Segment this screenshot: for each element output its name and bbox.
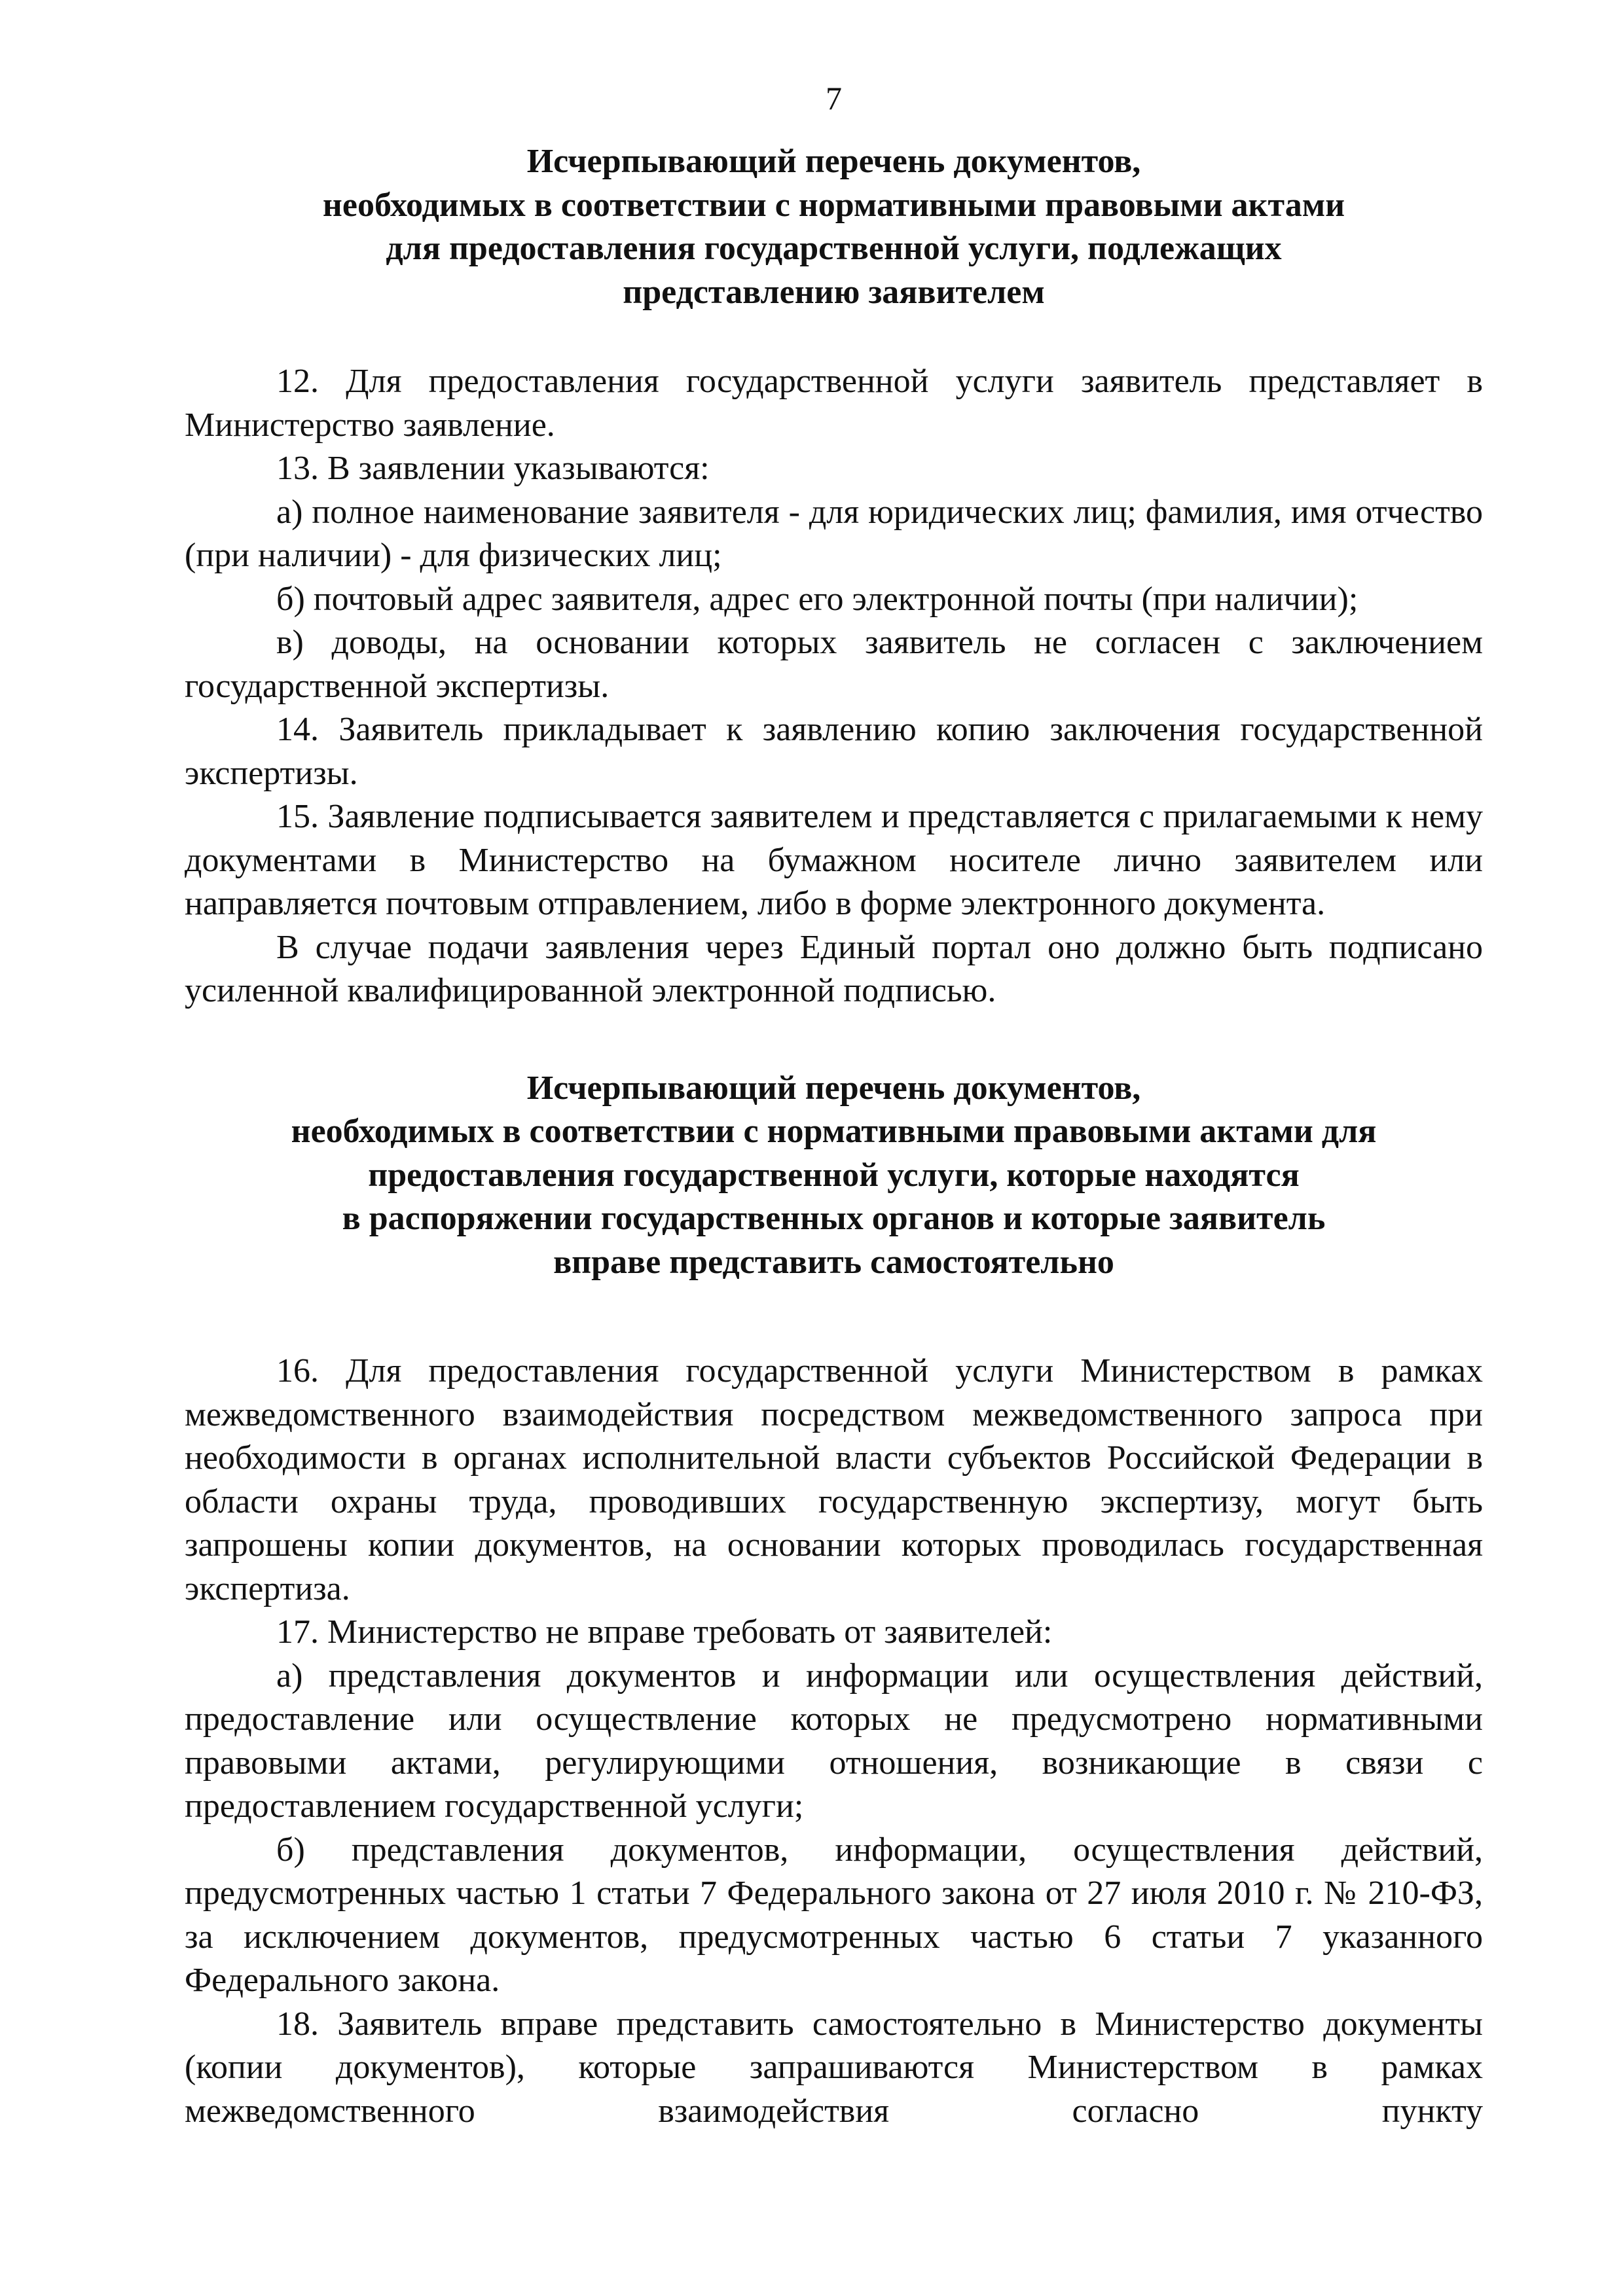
paragraph-13-b: б) почтовый адрес заявителя, адрес его электронной почты (при наличии); [276, 580, 1359, 618]
paragraph-18: 18. Заявитель вправе представить самостоятельно в Министерство документы (копии документов), которые запрашиваются Министерством в рамках межведомственного взаимодействия согласно пункту [185, 2005, 1483, 2130]
paragraph-17: 17. Министерство не вправе требовать от заявителей: [276, 1613, 1053, 1651]
paragraph-12: 12. Для предоставления государственной услуги заявитель представляет в Министерство заявление. [185, 363, 1483, 444]
section-1-body [185, 360, 1483, 1013]
document-page [185, 79, 1483, 2133]
paragraph-13-c: в) доводы, на основании которых заявитель не согласен с заключением государственной экспертизы. [185, 624, 1483, 705]
section-2-heading [185, 1067, 1483, 1285]
paragraph-16: 16. Для предоставления государственной услуги Министерством в рамках межведомственного взаимодействия посредством межведомственного запроса при необходимости в органах исполнительной власти субъектов Российской Федерации в области охраны труда, проводивших государственную экспертизу, могут быть запрошены копии документов, на основании которых проводилась государственная экспертиза. [185, 1352, 1483, 1607]
paragraph-17-b: б) представления документов, информации, осуществления действий, предусмотренных частью 1 статьи 7 Федерального закона от 27 июля 2010 г. № 210-ФЗ, за исключением документов, предусмотренных частью 6 статьи 7 указанного Федерального закона. [185, 1831, 1483, 1999]
section-1-heading [185, 140, 1483, 314]
heading-line: предоставления государственной услуги, которые находятся [368, 1156, 1300, 1194]
heading-line: представлению заявителем [623, 273, 1045, 311]
paragraph-13: 13. В заявлении указываются: [276, 450, 710, 487]
paragraph-17-a: а) представления документов и информации или осуществления действий, предоставление или осуществление которых не предусмотрено нормативными правовыми актами, регулирующими отношения, возникающие в связи с предоставлением государственной услуги; [185, 1657, 1483, 1825]
paragraph-14: 14. Заявитель прикладывает к заявлению копию заключения государственной экспертизы. [185, 711, 1483, 792]
paragraph-13-a: а) полное наименование заявителя - для юридических лиц; фамилия, имя отчество (при наличии) - для физических лиц; [185, 493, 1483, 574]
heading-line: Исчерпывающий перечень документов, [526, 1069, 1141, 1107]
heading-line: необходимых в соответствии с нормативными правовыми актами [322, 186, 1345, 224]
paragraph-15: 15. Заявление подписывается заявителем и представляется с прилагаемыми к нему документами в Министерство на бумажном носителе лично заявителем или направляется почтовым отправлением, либо в форме электронного документа. [185, 798, 1483, 922]
heading-line: вправе представить самостоятельно [553, 1243, 1114, 1281]
paragraph-15-portal: В случае подачи заявления через Единый портал оно должно быть подписано усиленной квалифицированной электронной подписью. [185, 928, 1483, 1009]
heading-line: Исчерпывающий перечень документов, [526, 143, 1141, 180]
page-number: 7 [826, 80, 842, 117]
heading-line: в распоряжении государственных органов и которые заявитель [342, 1200, 1326, 1237]
heading-line: необходимых в соответствии с нормативными правовыми актами для [291, 1113, 1377, 1150]
heading-line: для предоставления государственной услуги, подлежащих [386, 230, 1282, 267]
section-2-body [185, 1350, 1483, 2133]
